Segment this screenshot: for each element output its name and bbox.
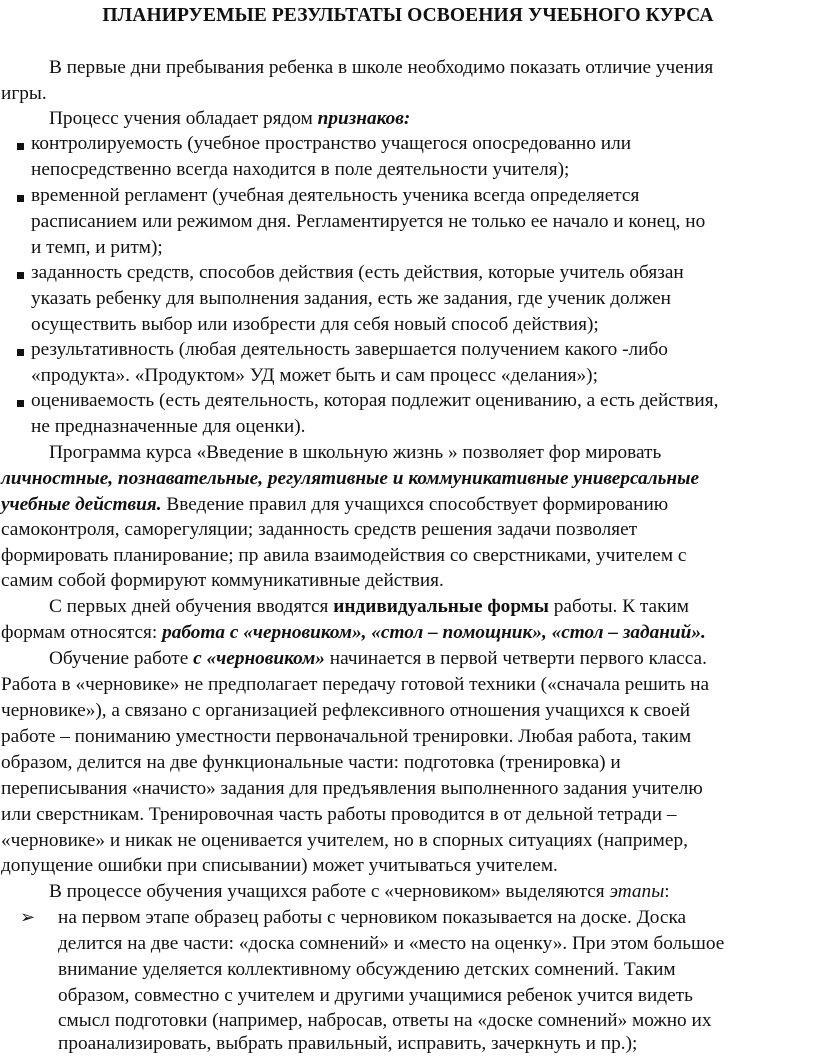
paragraph-5-emphasis: с «черновиком» — [193, 648, 325, 669]
paragraph-1-line-2: игры. — [1, 83, 47, 104]
paragraph-6-tail: : — [664, 881, 670, 902]
page-title: ПЛАНИРУЕМЫЕ РЕЗУЛЬТАТЫ ОСВОЕНИЯ УЧЕБНОГО КУРСА — [102, 5, 714, 26]
paragraph-3-line-4: самоконтроля, саморегуляции; заданность средств решения задачи позволяет — [1, 519, 638, 540]
bullet-3-line-2: указать ребенку для выполнения задания, есть же задания, где ученик должен — [31, 288, 671, 309]
paragraph-3-line-2: личностные, познавательные, регулятивные и коммуникативные универсальные — [1, 468, 700, 489]
paragraph-4-emphasis: работа с «черновиком», «стол – помощник», «стол – заданий». — [162, 622, 706, 643]
paragraph-3-line-6: самим собой формируют коммуникативные действия. — [1, 570, 444, 591]
bullet-1-line-2: непосредственно всегда находится в поле деятельности учителя); — [31, 159, 570, 180]
paragraph-4-line-2 — [1, 620, 706, 646]
arrow-item-line-1: на первом этапе образец работы с черновиком показывается на доске. Доска — [58, 907, 687, 928]
paragraph-4-line-1 — [49, 594, 689, 620]
paragraph-3-emphasis: учебные действия. — [1, 494, 162, 515]
paragraph-6 — [49, 879, 670, 905]
arrow-item-line-2: делится на две части: «доска сомнений» и «место на оценку». При этом большое — [58, 933, 725, 954]
arrow-item-line-4: образом, совместно с учителем и другими учащимися ребенок учится видеть — [58, 985, 693, 1006]
bullet-2-line-1: временной регламент (учебная деятельность ученика всегда определяется — [31, 185, 640, 206]
bullet-1-line-1: контролируемость (учебное пространство учащегося опосредованно или — [31, 133, 632, 154]
bullet-4-line-1: результативность (любая деятельность завершается получением какого -либо — [31, 339, 668, 360]
square-bullet-icon — [17, 272, 24, 279]
bullet-4-line-2: «продукта». «Продуктом» УД может быть и сам процесс «делания»); — [31, 365, 598, 386]
paragraph-4-text-a: С первых дней обучения вводятся — [49, 596, 334, 617]
square-bullet-icon — [17, 400, 24, 407]
paragraph-6-text: В процессе обучения учащихся работе с «черновиком» выделяются — [49, 881, 610, 902]
paragraph-3-line-5: формировать планирование; пр авила взаимодействия со сверстниками, учителем с — [1, 545, 687, 566]
paragraph-5-line-7: или сверстникам. Тренировочная часть работы проводится в от дельной тетради – — [1, 804, 677, 825]
paragraph-2 — [49, 106, 410, 132]
paragraph-3-line-3-rest: Введение правил для учащихся способствует формированию — [161, 494, 669, 515]
bullet-3-line-3: осуществить выбор или изобрести для себя новый способ действия); — [31, 314, 599, 335]
square-bullet-icon — [17, 349, 24, 356]
arrow-item-line-3: внимание уделяется коллективному обсуждению детских сомнений. Таким — [58, 959, 676, 980]
paragraph-5-line-9: допущение ошибки при списывании) может учитываться учителем. — [1, 855, 558, 876]
paragraph-5-text-a: Обучение работе — [49, 648, 194, 669]
bullet-5-line-1: оцениваемость (есть деятельность, которая подлежит оцениванию, а есть действия, — [31, 390, 719, 411]
paragraph-2-text: Процесс учения обладает рядом — [49, 108, 318, 129]
bullet-2-line-2: расписанием или режимом дня. Регламентируется не только ее начало и конец, но — [31, 211, 706, 232]
paragraph-4-text-c: работы. К таким — [548, 596, 689, 617]
arrow-item-line-6: проанализировать, выбрать правильный, исправить, зачеркнуть и пр.); — [58, 1033, 638, 1054]
paragraph-5-line-3: черновике»), а связано с организацией рефлексивного отношения учащихся к своей — [1, 700, 691, 721]
arrow-bullet-icon: ➢ — [20, 907, 36, 928]
square-bullet-icon — [17, 195, 24, 202]
arrow-item-line-5: смысл подготовки (например, набросав, ответы на «доске сомнений» можно их — [58, 1010, 712, 1031]
paragraph-1-line-1: В первые дни пребывания ребенка в школе необходимо показать отличие учения — [49, 57, 714, 78]
paragraph-4-bold: индивидуальные формы — [333, 596, 549, 617]
paragraph-5-line-5: образом, делится на две функциональные части: подготовка (тренировка) и — [1, 752, 621, 773]
paragraph-5-text-c: начинается в первой четверти первого класса. — [324, 648, 707, 669]
paragraph-5-line-1 — [49, 646, 707, 672]
paragraph-6-emphasis: этапы — [609, 881, 665, 902]
bullet-5-line-2: не предназначенные для оценки). — [31, 416, 306, 437]
paragraph-3-line-1: Программа курса «Введение в школьную жизнь » позволяет фор мировать — [49, 442, 662, 463]
bullet-3-line-1: заданность средств, способов действия (есть действия, которые учитель обязан — [31, 262, 684, 283]
paragraph-2-emphasis: признаков: — [317, 108, 411, 129]
paragraph-5-line-6: переписывания «начисто» задания для предъявления выполненного задания учителю — [1, 778, 703, 799]
paragraph-5-line-4: работе – пониманию уместности первоначальной тренировки. Любая работа, таким — [1, 726, 692, 747]
bullet-2-line-3: и темп, и ритм); — [31, 237, 163, 258]
paragraph-4-text-d: формам относятся: — [1, 622, 163, 643]
square-bullet-icon — [17, 143, 24, 150]
paragraph-5-line-8: «черновике» и никак не оценивается учителем, но в спорных ситуациях (например, — [1, 830, 688, 851]
paragraph-5-line-2: Работа в «черновике» не предполагает передачу готовой техники («сначала решить на — [1, 674, 710, 695]
paragraph-3-line-3 — [1, 492, 668, 518]
